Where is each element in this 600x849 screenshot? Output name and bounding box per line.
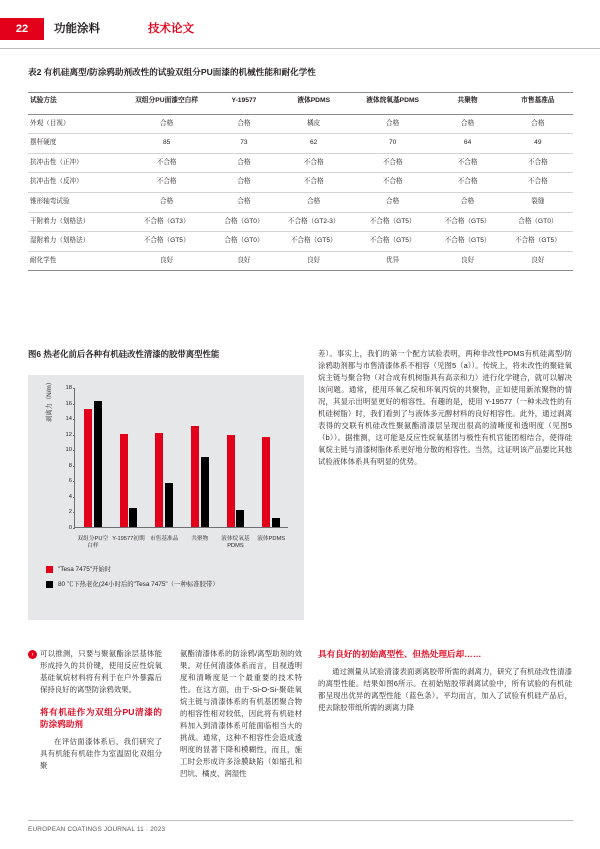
legend-label-aged: 80 ℃下热老化(24小时后的"Tesa 7475"（一种标准胶带） [58, 580, 219, 588]
chart-y-tick: 2 [68, 509, 72, 516]
table-cell: 合格 [353, 114, 433, 134]
chart-bar-group [146, 388, 182, 527]
table-row [28, 153, 573, 173]
legend-swatch-red-icon [46, 566, 53, 573]
chart-bar [120, 434, 128, 527]
chart-y-tick: 4 [68, 493, 72, 500]
legend-label-initial: "Tesa 7475"开始时 [58, 566, 112, 573]
table-cell: 不合格 [353, 153, 433, 173]
arrow-bullet-icon: › [28, 650, 37, 659]
header-section: 技术论文 [148, 23, 194, 35]
chart-x-tick-label: 液体PDMS [257, 536, 286, 542]
table-cell: 不合格 [503, 153, 573, 173]
table-cell: 合格 [275, 192, 353, 212]
table-cell: 合格（GT0） [213, 232, 274, 252]
table-cell: 良好 [503, 251, 573, 271]
chart-bar-group [111, 388, 147, 527]
chart-bar [84, 409, 92, 527]
chart-bar-group [182, 388, 218, 527]
table-cell: 不合格（GT5） [120, 232, 213, 252]
table-cell: 橘皮 [275, 114, 353, 134]
legend-item-aged [46, 580, 294, 590]
paragraph-right-top: 差）。事实上，我们的第一个配方试验表明，两种非改性PDMS有机硅离型/防涂鸦助剂都与市售清漆体系不相容（见图5（a））。传统上，将未改性的聚硅氧烷主链与聚合物（对合成有机树脂具有高亲和力）进行化学键合，就可以解决该问题。通常，使用环氧乙烷和环氧丙烷的共聚物，正如使用新浓聚物的情况，其显示出明显更好的相容性。有趣的是，使用 Y-19577（一种未改性的有机硅树脂）时，我们看到了与液体多元醇材料的良好相容性。此外，通过剥离表得的交联有机硅改性聚氨酯清漆层呈现出很高的清晰度和透明度（见图5（b））。据推测，这可能是反应性烷氧基团与极性有机官能团相结合，使得硅氧烷主链与清漆树脂体系更好地分散的相容性。当然，这证明该产品要比其他试验液体体系具有明显的优势。 [318, 349, 572, 466]
page-header [0, 0, 600, 44]
table-col-header-3: 液体PDMS [275, 93, 353, 115]
table-col-header-1: 双组分PU面漆空白样 [120, 93, 213, 115]
table-cell: 73 [213, 134, 274, 154]
table-cell: 合格 [213, 114, 274, 134]
chart-bar [129, 508, 137, 527]
table-cell: 合格 [213, 173, 274, 193]
table-row [28, 192, 573, 212]
figure-caption: 图6 热老化前后各种有机硅改性清漆的胶带离型性能 [28, 349, 220, 359]
table-col-header-2: Y-19577 [213, 93, 274, 115]
table-cell: 良好 [432, 251, 502, 271]
table-row-label: 抗冲击性（正冲） [28, 153, 120, 173]
column-right-top [318, 348, 572, 475]
chart-legend [46, 565, 294, 594]
table-cell: 不合格 [353, 173, 433, 193]
table-cell: 不合格（GT3） [120, 212, 213, 232]
chart-y-tick: 12 [65, 431, 72, 438]
table-cell: 70 [353, 134, 433, 154]
legend-swatch-black-icon [46, 581, 53, 588]
table-cell: 合格 [120, 192, 213, 212]
table-cell: 不合格 [120, 173, 213, 193]
paragraph-left-2: 在评估面漆体系后，我们研究了具有机能有机硅作为室温固化双组分聚 [40, 737, 162, 770]
chart-bar [155, 433, 163, 527]
table-cell: 不合格 [432, 153, 502, 173]
table-caption: 表2 有机硅离型/防涂鸦助剂改性的试验双组分PU面漆的机械性能和耐化学性 [28, 67, 316, 77]
chart-x-tick-label: 双组分PU空白样 [77, 536, 109, 550]
chart-bar [191, 426, 199, 527]
table-cell: 良好 [275, 251, 353, 271]
chart-x-tick-label: 共聚物 [191, 536, 209, 542]
chart-y-tick: 6 [68, 478, 72, 485]
table-cell: 合格 [213, 153, 274, 173]
chart-bar-group [253, 388, 289, 527]
table-row-label: 湿附着力（划格法） [28, 232, 120, 252]
table-row [28, 251, 573, 271]
column-left-bottom [40, 648, 162, 779]
chart-y-tick: 10 [65, 447, 72, 454]
table-cell: 不合格 [275, 153, 353, 173]
table-col-header-0: 试验方法 [28, 93, 120, 115]
subhead-antigraffiti: 将有机硅作为双组分PU清漆的防涂鸦助剂 [40, 706, 162, 729]
chart-bar [227, 435, 235, 527]
chart-bar [262, 437, 270, 527]
table-cell: 合格 [432, 114, 502, 134]
table-cell: 合格 [120, 114, 213, 134]
chart-bar-group [218, 388, 254, 527]
table-col-header-4: 液体烷氧基PDMS [353, 93, 433, 115]
table-row-label: 干附着力（划格法） [28, 212, 120, 232]
table-cell: 合格（GT0） [503, 212, 573, 232]
table-cell: 不合格（GT5） [353, 212, 433, 232]
table-cell: 良好 [120, 251, 213, 271]
chart-bar [236, 510, 244, 527]
chart-y-tick: 8 [68, 462, 72, 469]
chart-x-tick-label: 液体烷氧基PDMS [221, 536, 250, 550]
table-cell: 62 [275, 134, 353, 154]
table-cell: 不合格 [275, 173, 353, 193]
subhead-release: 具有良好的初始离型性、但热处理后却…… [318, 649, 482, 659]
legend-item-initial [46, 565, 294, 575]
chart-y-tick: 18 [65, 385, 72, 391]
table-cell: 不合格（GT5） [503, 232, 573, 252]
header-category: 功能涂料 [54, 23, 100, 35]
table-row-label: 外观（目视） [28, 114, 120, 134]
table-row-label: 耐化学性 [28, 251, 120, 271]
chart-bar [94, 401, 102, 527]
header-divider [0, 48, 600, 49]
table-body [28, 114, 573, 271]
footer-divider [28, 820, 573, 821]
table-col-header-5: 共聚物 [432, 93, 502, 115]
table-col-header-6: 市售基准品 [503, 93, 573, 115]
chart-bar-group [75, 388, 111, 527]
chart-y-tick: 16 [65, 400, 72, 407]
table-row [28, 114, 573, 134]
table-cell: 不合格 [503, 173, 573, 193]
paragraph-mid-1: 氨酯清漆体系的防涂鸦/离型助剂的效果。对任何清漆体系而言，目视透明度和清晰度是一个最重要的技术特性。在这方面，由于-Si-O-Si-聚硅氧烷主链与清漆体系的有机基团聚合物的相容性相对较低，因此将有机硅材料加入到清漆体系可能面临相当大的挑战。通常，这种不相容性会造成透明度的显著下降和模糊性，而且，施工时会形成许多涂膜缺陷（如缩孔和凹坑、橘皮、润湿性 [180, 649, 302, 778]
table-row [28, 173, 573, 193]
bar-chart [46, 378, 292, 554]
table-row-label: 抗冲击性（反冲） [28, 173, 120, 193]
table-cell: 合格（GT0） [213, 212, 274, 232]
paragraph-right-bottom-1: 通过测量从试验清漆表面剥离胶带所需的剥离力，研究了有机硅改性清漆的离型性能。结果如图6所示。在初始贴胶带剥离试验中，所有试验的有机硅都呈现出优异的离型性能（蓝色条）。平均而言，加入了试验有机硅产品后，使去除胶带纸所需的剥离力降 [318, 667, 572, 712]
table-cell: 64 [432, 134, 502, 154]
table-cell: 不合格 [120, 153, 213, 173]
table-row-label: 锥形轴弯试验 [28, 192, 120, 212]
page-number: 22 [0, 18, 44, 40]
table-header-row [28, 93, 573, 115]
table-cell: 合格 [353, 192, 433, 212]
table-cell: 不合格（GT5） [432, 212, 502, 232]
properties-table [28, 92, 573, 271]
chart-y-tick: 14 [65, 416, 72, 423]
table-cell: 不合格（GT2-3） [275, 212, 353, 232]
table-cell: 合格 [503, 114, 573, 134]
table-cell: 合格 [432, 192, 502, 212]
table-cell: 不合格 [432, 173, 502, 193]
chart-bar [165, 483, 173, 527]
paragraph-left-1: 可以推测，只要与聚氨酯涂层基体能形成持久的共价键，使用反应性烷氧基硅氧烷材料将有利于在户外暴露后保持良好的离型防涂鸦效果。 [40, 649, 162, 694]
table-cell: 49 [503, 134, 573, 154]
table-cell: 裂缝 [503, 192, 573, 212]
table-cell: 优异 [353, 251, 433, 271]
table-row [28, 232, 573, 252]
table-cell: 不合格（GT5） [353, 232, 433, 252]
table-row [28, 134, 573, 154]
table-cell: 良好 [213, 251, 274, 271]
table-cell: 不合格（GT5） [275, 232, 353, 252]
table-row [28, 212, 573, 232]
column-right-bottom [318, 648, 572, 721]
chart-plot-area [65, 385, 288, 550]
chart-bar [272, 518, 280, 527]
chart-x-tick-label: Y-19577初期 [112, 536, 145, 542]
table-cell: 85 [120, 134, 213, 154]
footer-text: EUROPEAN COATINGS JOURNAL 11 · 2023 [28, 826, 166, 833]
table-cell: 不合格（GT5） [432, 232, 502, 252]
chart-y-axis-label: 剥离力（N/m） [46, 378, 53, 422]
chart-y-tickmark [73, 528, 76, 529]
chart-bar [201, 457, 209, 527]
table-cell: 合格 [213, 192, 274, 212]
column-mid-bottom [180, 648, 302, 787]
table-row-label: 摆杆硬度 [28, 134, 120, 154]
chart-x-tick-label: 市售基准品 [149, 536, 179, 542]
chart-y-tick: 0 [68, 525, 72, 531]
